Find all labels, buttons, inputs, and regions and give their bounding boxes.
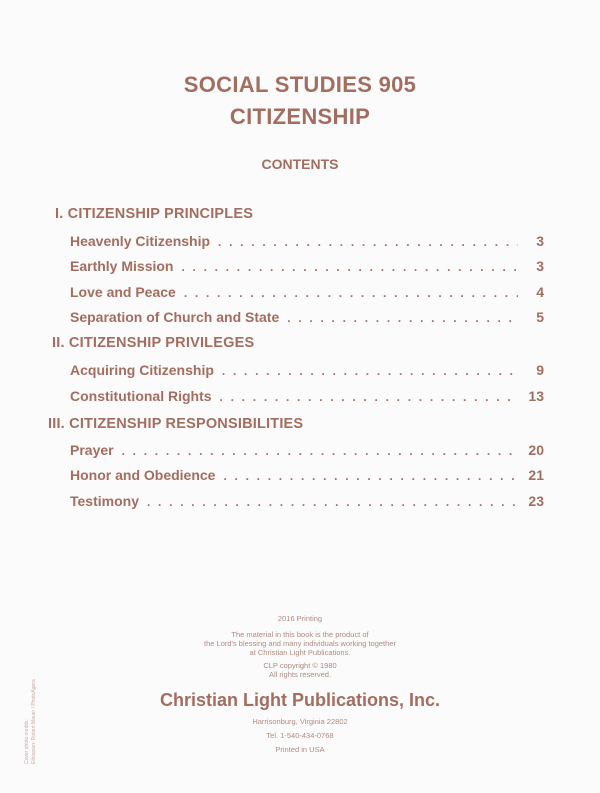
toc-entry[interactable]: [70, 284, 544, 304]
material-line-3: at Christian Light Publications.: [249, 648, 351, 657]
leader-dots: [147, 495, 518, 509]
leader-dots: [223, 469, 518, 483]
toc-entry[interactable]: [70, 258, 544, 278]
toc-entry[interactable]: [70, 388, 544, 408]
section-heading: I. CITIZENSHIP PRINCIPLES: [55, 206, 254, 222]
toc-entry-label: Honor and Obedience: [70, 467, 216, 483]
copyright-line: CLP copyright © 1980: [263, 661, 337, 670]
publisher-city: Harrisonburg, Virginia 22802: [252, 717, 348, 726]
toc-entry-label: Love and Peace: [70, 284, 176, 300]
toc-entry-page: 9: [536, 362, 544, 378]
toc-entry-page: 4: [536, 284, 544, 300]
toc-entry-label: Testimony: [70, 493, 139, 509]
toc-entry-page: 3: [536, 258, 544, 274]
printed-in: Printed in USA: [275, 745, 325, 754]
publisher-name: Christian Light Publications, Inc.: [159, 690, 441, 710]
cover-photo-credit: [24, 679, 38, 764]
toc-entry[interactable]: [70, 467, 544, 487]
toc-entry-label: Separation of Church and State: [70, 309, 280, 325]
toc-entry-page: 21: [528, 467, 544, 483]
leader-dots: [122, 444, 518, 458]
toc-entry[interactable]: [70, 233, 544, 253]
toc-entry-label: Prayer: [70, 442, 114, 458]
section-heading: II. CITIZENSHIP PRIVILEGES: [52, 335, 255, 351]
toc-entry-label: Earthly Mission: [70, 258, 174, 274]
toc-entry-page: 5: [536, 309, 544, 325]
toc-entry-page: 3: [536, 233, 544, 249]
toc-entry-label: Constitutional Rights: [70, 388, 212, 404]
printing-note: 2016 Printing: [277, 614, 323, 623]
leader-dots: [181, 260, 518, 274]
credit-line-1: Cover photo credits:: [24, 719, 30, 764]
toc-entry-page: 23: [528, 493, 544, 509]
leader-dots: [222, 364, 518, 378]
section-heading: III. CITIZENSHIP RESPONSIBILITIES: [48, 416, 304, 432]
credit-line-2: Ethiopian: Robert Mauer / PhotoAgora: [31, 679, 37, 764]
leader-dots: [218, 235, 518, 249]
leader-dots: [184, 286, 518, 300]
material-line-1: The material in this book is the product of: [231, 630, 369, 639]
contents-heading: CONTENTS: [261, 156, 339, 172]
publisher-phone: Tel. 1-540-434-0768: [266, 731, 334, 740]
rights-line: All rights reserved.: [268, 670, 332, 679]
material-line-2: the Lord's blessing and many individuals working together: [204, 639, 396, 648]
title-line-1: SOCIAL STUDIES 905: [183, 72, 417, 97]
leader-dots: [220, 390, 518, 404]
toc-entry[interactable]: [70, 362, 544, 382]
toc-entry[interactable]: [70, 493, 544, 513]
toc-entry[interactable]: [70, 309, 544, 329]
toc-entry-page: 20: [528, 442, 544, 458]
toc-entry[interactable]: [70, 442, 544, 462]
toc-entry-label: Heavenly Citizenship: [70, 233, 211, 249]
toc-entry-page: 13: [528, 388, 544, 404]
leader-dots: [287, 311, 518, 325]
title-line-2: CITIZENSHIP: [229, 104, 371, 129]
toc-entry-label: Acquiring Citizenship: [70, 362, 214, 378]
